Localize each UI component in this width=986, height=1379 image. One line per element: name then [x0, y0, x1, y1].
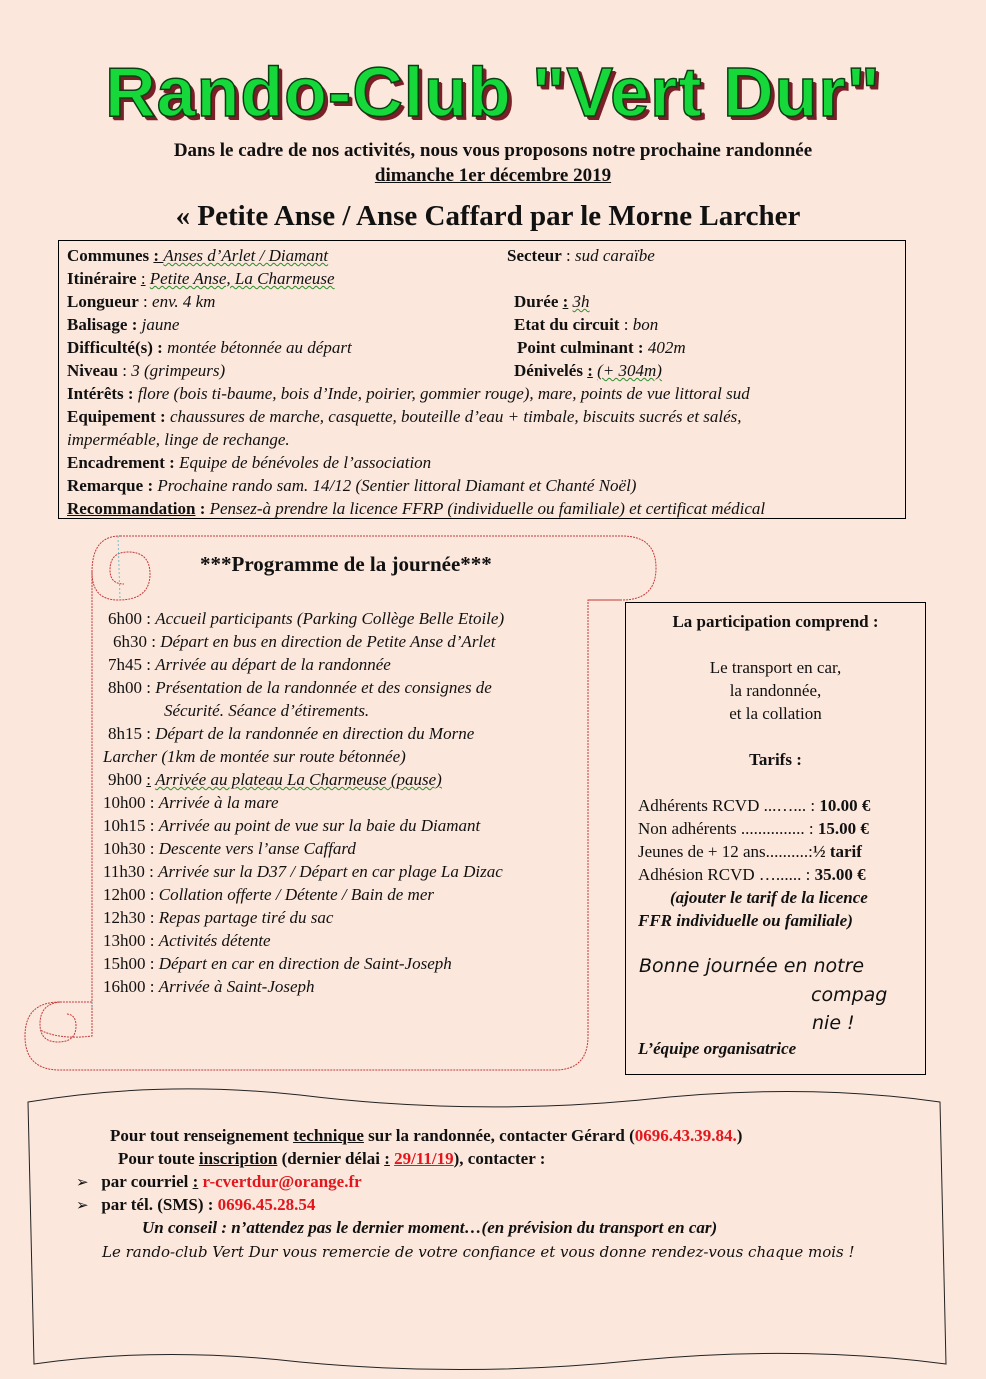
bonne-journee: compag	[811, 984, 888, 1006]
participation-include: Le transport en car,	[709, 658, 842, 677]
participation-box	[625, 602, 926, 1075]
licence-note: FFR individuelle ou familiale)	[638, 911, 853, 930]
info-itineraire: Itinéraire : Petite Anse, La Charmeuse	[67, 269, 335, 288]
participation-include: et la collation	[729, 704, 822, 723]
info-interets: Intérêts : flore (bois ti-baume, bois d’Inde, poirier, gommier rouge), mare, points de vue littoral sud	[67, 384, 750, 403]
programme-item: 8h00 : Présentation de la randonnée et des consignes de	[108, 678, 492, 697]
info-communes: Communes : Anses d’Arlet / Diamant	[67, 246, 329, 265]
tarif-row: Jeunes de + 12 ans..........:½ tarif	[638, 842, 862, 861]
info-difficulte: Difficulté(s) : montée bétonnée au départ	[67, 338, 352, 357]
programme-item-cont: Larcher (1km de montée sur route bétonnée)	[103, 747, 406, 766]
programme-item: 12h00 : Collation offerte / Détente / Bain de mer	[103, 885, 434, 904]
programme-item: 13h00 : Activités détente	[103, 931, 271, 950]
programme-item: 9h00 : Arrivée au plateau La Charmeuse (pause)	[108, 770, 442, 789]
hike-info-box	[58, 240, 906, 519]
programme-item: 10h00 : Arrivée à la mare	[103, 793, 279, 812]
info-secteur: Secteur : sud caraïbe	[507, 246, 655, 265]
programme-item: 10h15 : Arrivée au point de vue sur la baie du Diamant	[103, 816, 481, 835]
thanks-line: Le rando-club Vert Dur vous remercie de votre confiance et vous donne rendez-vous chaque mois !	[102, 1243, 855, 1261]
programme-item: 12h30 : Repas partage tiré du sac	[103, 908, 334, 927]
info-etat: Etat du circuit : bon	[514, 315, 659, 334]
info-deniveles: Dénivelés : (+ 304m)	[514, 361, 662, 380]
info-duree: Durée : 3h	[514, 292, 590, 311]
hike-title: « Petite Anse / Anse Caffard par le Morne Larcher	[175, 200, 801, 232]
contact-line-technique: Pour tout renseignement technique sur la randonnée, contacter Gérard (0696.43.39.84.)	[110, 1126, 743, 1145]
participation-include: la randonnée,	[729, 681, 822, 700]
licence-note: (ajouter le tarif de la licence	[670, 888, 868, 907]
tarif-row: Non adhérents ............... : 15.00 €	[638, 819, 869, 838]
programme-title: ***Programme de la journée***	[200, 552, 492, 576]
sms-phone[interactable]: 0696.45.28.54	[217, 1195, 316, 1214]
signature: L’équipe organisatrice	[638, 1039, 797, 1058]
info-niveau: Niveau : 3 (grimpeurs)	[67, 361, 226, 380]
arrow-bullet-icon: ➢	[76, 1196, 89, 1214]
tarifs-title: Tarifs :	[749, 750, 802, 769]
hike-date: dimanche 1er décembre 2019	[374, 165, 612, 186]
info-longueur: Longueur : env. 4 km	[67, 292, 216, 311]
programme-item-cont: Sécurité. Séance d’étirements.	[164, 701, 370, 720]
participation-title: La participation comprend :	[672, 612, 879, 631]
intro-line: Dans le cadre de nos activités, nous vous proposons notre prochaine randonnée	[173, 140, 813, 161]
tarif-row: Adhérents RCVD ...…... : 10.00 €	[638, 796, 871, 815]
contact-sms-row: ➢ par tél. (SMS) : 0696.45.28.54	[76, 1195, 316, 1214]
info-remarque: Remarque : Prochaine rando sam. 14/12 (Sentier littoral Diamant et Chanté Noël)	[67, 476, 637, 495]
programme-item: 15h00 : Départ en car en direction de Saint-Joseph	[103, 954, 452, 973]
club-title: Rando-Club "Vert Dur"	[105, 53, 881, 131]
info-balisage: Balisage : jaune	[67, 315, 180, 334]
info-equipement-cont: imperméable, linge de rechange.	[67, 430, 290, 449]
programme-item: 11h30 : Arrivée sur la D37 / Départ en car plage La Dizac	[103, 862, 503, 881]
programme-item: 16h00 : Arrivée à Saint-Joseph	[103, 977, 315, 996]
arrow-bullet-icon: ➢	[76, 1173, 89, 1191]
programme-item: 10h30 : Descente vers l’anse Caffard	[103, 839, 356, 858]
conseil-line: Un conseil : n’attendez pas le dernier moment…(en prévision du transport en car)	[142, 1218, 718, 1237]
programme-item: 7h45 : Arrivée au départ de la randonnée	[108, 655, 391, 674]
info-equipement: Equipement : chaussures de marche, casquette, bouteille d’eau + timbale, biscuits sucrés et salés,	[67, 407, 742, 426]
email-link[interactable]: r-cvertdur@orange.fr	[202, 1172, 362, 1191]
programme-item: 6h00 : Accueil participants (Parking Collège Belle Etoile)	[108, 609, 505, 628]
bonne-journee: Bonne journée en notre	[639, 955, 865, 977]
bonne-journee: nie !	[812, 1012, 855, 1034]
programme-item: 8h15 : Départ de la randonnée en direction du Morne	[108, 724, 475, 743]
info-encadrement: Encadrement : Equipe de bénévoles de l’association	[67, 453, 432, 472]
contact-line-inscription: Pour toute inscription (dernier délai : 29/11/19), contacter :	[118, 1149, 546, 1168]
programme-item: 6h30 : Départ en bus en direction de Petite Anse d’Arlet	[113, 632, 496, 651]
info-recommandation: Recommandation : Pensez-à prendre la licence FFRP (individuelle ou familiale) et certificat médical	[67, 499, 766, 518]
info-point-culminant: Point culminant : 402m	[517, 338, 686, 357]
tarif-row: Adhésion RCVD …...... : 35.00 €	[638, 865, 866, 884]
contact-email-row: ➢ par courriel : r-cvertdur@orange.fr	[76, 1172, 362, 1191]
